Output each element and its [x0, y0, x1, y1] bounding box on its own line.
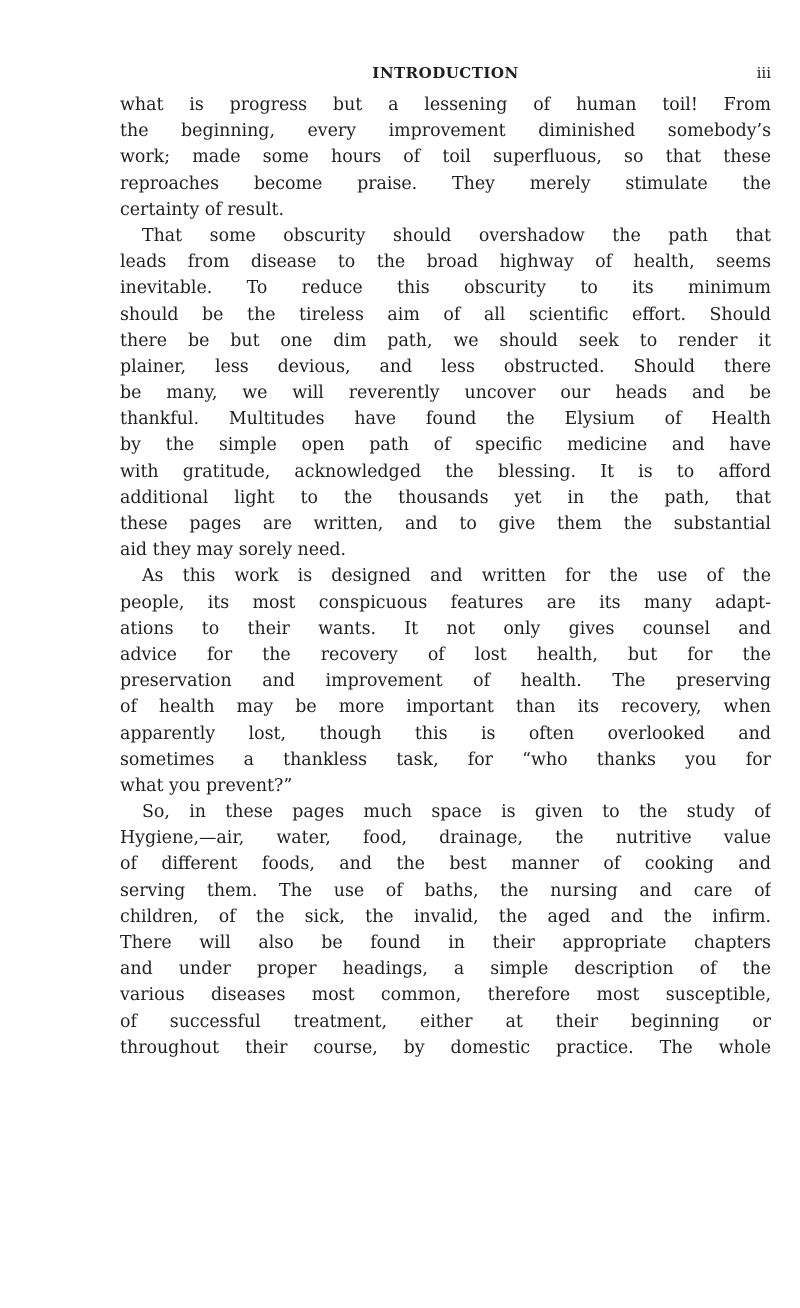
text-line: these pages are written, and to give them the substantial	[120, 514, 771, 534]
text-line: ations to their wants. It not only gives counsel and	[120, 618, 771, 639]
text-line: So, in these pages much space is given to the study of	[142, 802, 771, 823]
text-line: sometimes a thankless task, for “who thanks you for	[120, 749, 771, 770]
text-line: people, its most conspicuous features are its many adapt-	[120, 592, 771, 613]
text-line: advice for the recovery of lost health, but for the	[120, 644, 771, 665]
text-line: Hygiene,—air, water, food, drainage, the nutritive value	[120, 828, 771, 849]
text-body	[120, 92, 771, 1061]
text-line: That some obscurity should overshadow the path that	[142, 225, 771, 246]
text-line: should be the tireless aim of all scientific effort. Should	[120, 304, 771, 325]
text-line: with gratitude, acknowledged the blessing. It is to afford	[120, 461, 771, 482]
text-line: apparently lost, though this is often overlooked and	[120, 723, 771, 744]
text-line: the beginning, every improvement diminished somebody’s	[120, 121, 771, 142]
text-line: additional light to the thousands yet in the path, that	[120, 487, 771, 508]
text-line: and under proper headings, a simple description of the	[120, 959, 771, 980]
text-line: various diseases most common, therefore most susceptible,	[120, 985, 771, 1006]
running-head	[120, 64, 771, 86]
text-line: by the simple open path of specific medicine and have	[120, 435, 771, 456]
text-line: of health may be more important than its recovery, when	[120, 697, 771, 718]
text-line: serving them. The use of baths, the nursing and care of	[120, 880, 771, 901]
text-line: what you prevent?”	[120, 775, 293, 796]
text-line: there be but one dim path, we should seek to render it	[120, 330, 771, 351]
text-line: As this work is designed and written for the use of the	[142, 566, 771, 587]
text-line: plainer, less devious, and less obstructed. Should there	[120, 356, 771, 377]
text-line: preservation and improvement of health. The preserving	[120, 671, 771, 692]
page-number: iii	[756, 64, 771, 82]
text-line: reproaches become praise. They merely stimulate the	[120, 173, 771, 194]
text-line: what is progress but a lessening of human toil! From	[120, 95, 771, 115]
running-title: INTRODUCTION	[372, 64, 519, 82]
text-line: There will also be found in their appropriate chapters	[120, 933, 771, 953]
text-line: of different foods, and the best manner of cooking and	[120, 854, 771, 875]
text-line: work; made some hours of toil superfluous, so that these	[120, 147, 771, 168]
text-line: leads from disease to the broad highway of health, seems	[120, 252, 771, 273]
text-line: thankful. Multitudes have found the Elysium of Health	[120, 409, 771, 430]
text-line: children, of the sick, the invalid, the aged and the infirm.	[120, 906, 771, 927]
text-line: of successful treatment, either at their beginning or	[120, 1011, 771, 1032]
text-line: aid they may sorely need.	[120, 540, 346, 561]
text-line: be many, we will reverently uncover our heads and be	[120, 383, 771, 404]
text-line: throughout their course, by domestic practice. The whole	[120, 1037, 771, 1058]
text-line: inevitable. To reduce this obscurity to its minimum	[120, 278, 771, 299]
text-line: certainty of result.	[120, 199, 285, 220]
